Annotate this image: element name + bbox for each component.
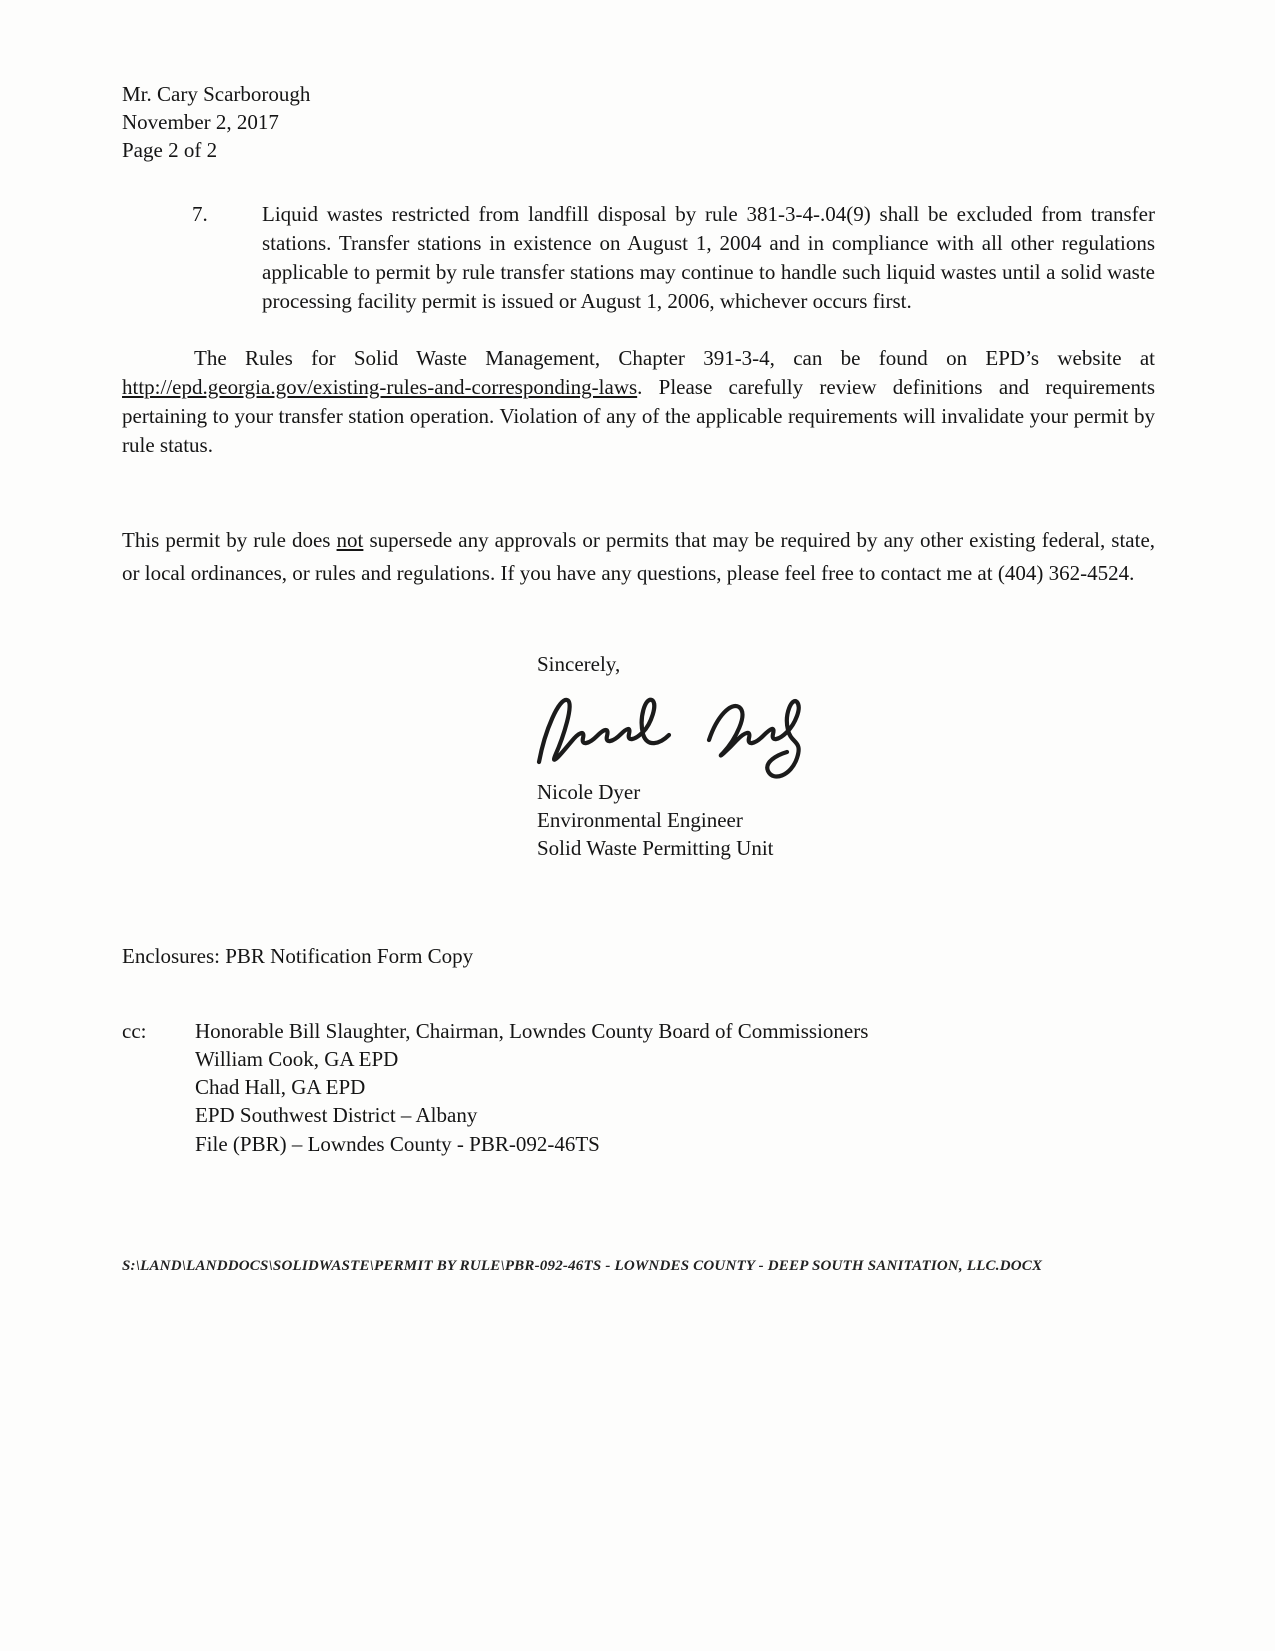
- closing-sincerely: Sincerely,: [537, 651, 621, 676]
- paragraph-permit: [122, 524, 1155, 590]
- list-item-number: 7.: [192, 202, 208, 227]
- rules-text-before-link: The Rules for Solid Waste Management, Chapter 391-3-4, can be found on EPD’s website at: [194, 346, 1155, 371]
- cc-entry: EPD Southwest District – Albany: [195, 1103, 478, 1128]
- underlined-word-not: not: [336, 528, 364, 553]
- file-path-footer: S:\LAND\LANDDOCS\SOLIDWASTE\PERMIT BY RULE\PBR-092-46TS - LOWNDES COUNTY - DEEP SOUTH SANITATION, LLC.DOCX: [122, 1257, 1043, 1274]
- rules-text-after-link: . Please carefully review definitions and requirements pertaining to your transfer station operation. Violation of any of the applicable requirements will invalidate your permit by rule status.: [122, 375, 1155, 458]
- recipient-name: Mr. Cary Scarborough: [122, 82, 311, 106]
- cc-label: cc:: [122, 1019, 147, 1044]
- permit-text-before-not: This permit by rule does: [122, 528, 337, 553]
- cc-entry-list: [195, 1017, 1155, 1158]
- permit-text-after-not: supersede any approvals or permits that may be required by any other existing federal, state, or local ordinances, or rules and regulations. If you have any questions, please feel free to contact me at (404) 362-4524.: [122, 528, 1156, 585]
- cc-entry: Chad Hall, GA EPD: [195, 1075, 366, 1100]
- paragraph-rules: [122, 344, 1155, 460]
- letter-header: [122, 80, 1155, 164]
- letter-date: November 2, 2017: [122, 110, 279, 135]
- list-item-text: Liquid wastes restricted from landfill disposal by rule 381-3-4-.04(9) shall be excluded from transfer stations. Transfer stations in existence on August 1, 2004 and in compliance with all other regulations applicable to permit by rule transfer stations may continue to handle such liquid wastes until a solid waste processing facility permit is issued or August 1, 2006, whichever occurs first.: [262, 202, 1155, 314]
- enclosures-line: Enclosures: PBR Notification Form Copy: [122, 944, 474, 969]
- signer-title: Environmental Engineer: [537, 807, 743, 832]
- epd-website-link: http://epd.georgia.gov/existing-rules-and-corresponding-laws: [122, 375, 638, 400]
- cc-entry: Honorable Bill Slaughter, Chairman, Lowndes County Board of Commissioners: [195, 1019, 869, 1044]
- page-number: Page 2 of 2: [122, 138, 218, 163]
- signer-unit: Solid Waste Permitting Unit: [537, 836, 774, 860]
- cc-entry: File (PBR) – Lowndes County - PBR-092-46TS: [195, 1131, 600, 1156]
- cc-block: [122, 1017, 1155, 1158]
- cc-entry: William Cook, GA EPD: [195, 1047, 399, 1072]
- signer-name: Nicole Dyer: [537, 779, 641, 804]
- signature-block: [537, 650, 1155, 863]
- numbered-list-item-7: [122, 200, 1155, 316]
